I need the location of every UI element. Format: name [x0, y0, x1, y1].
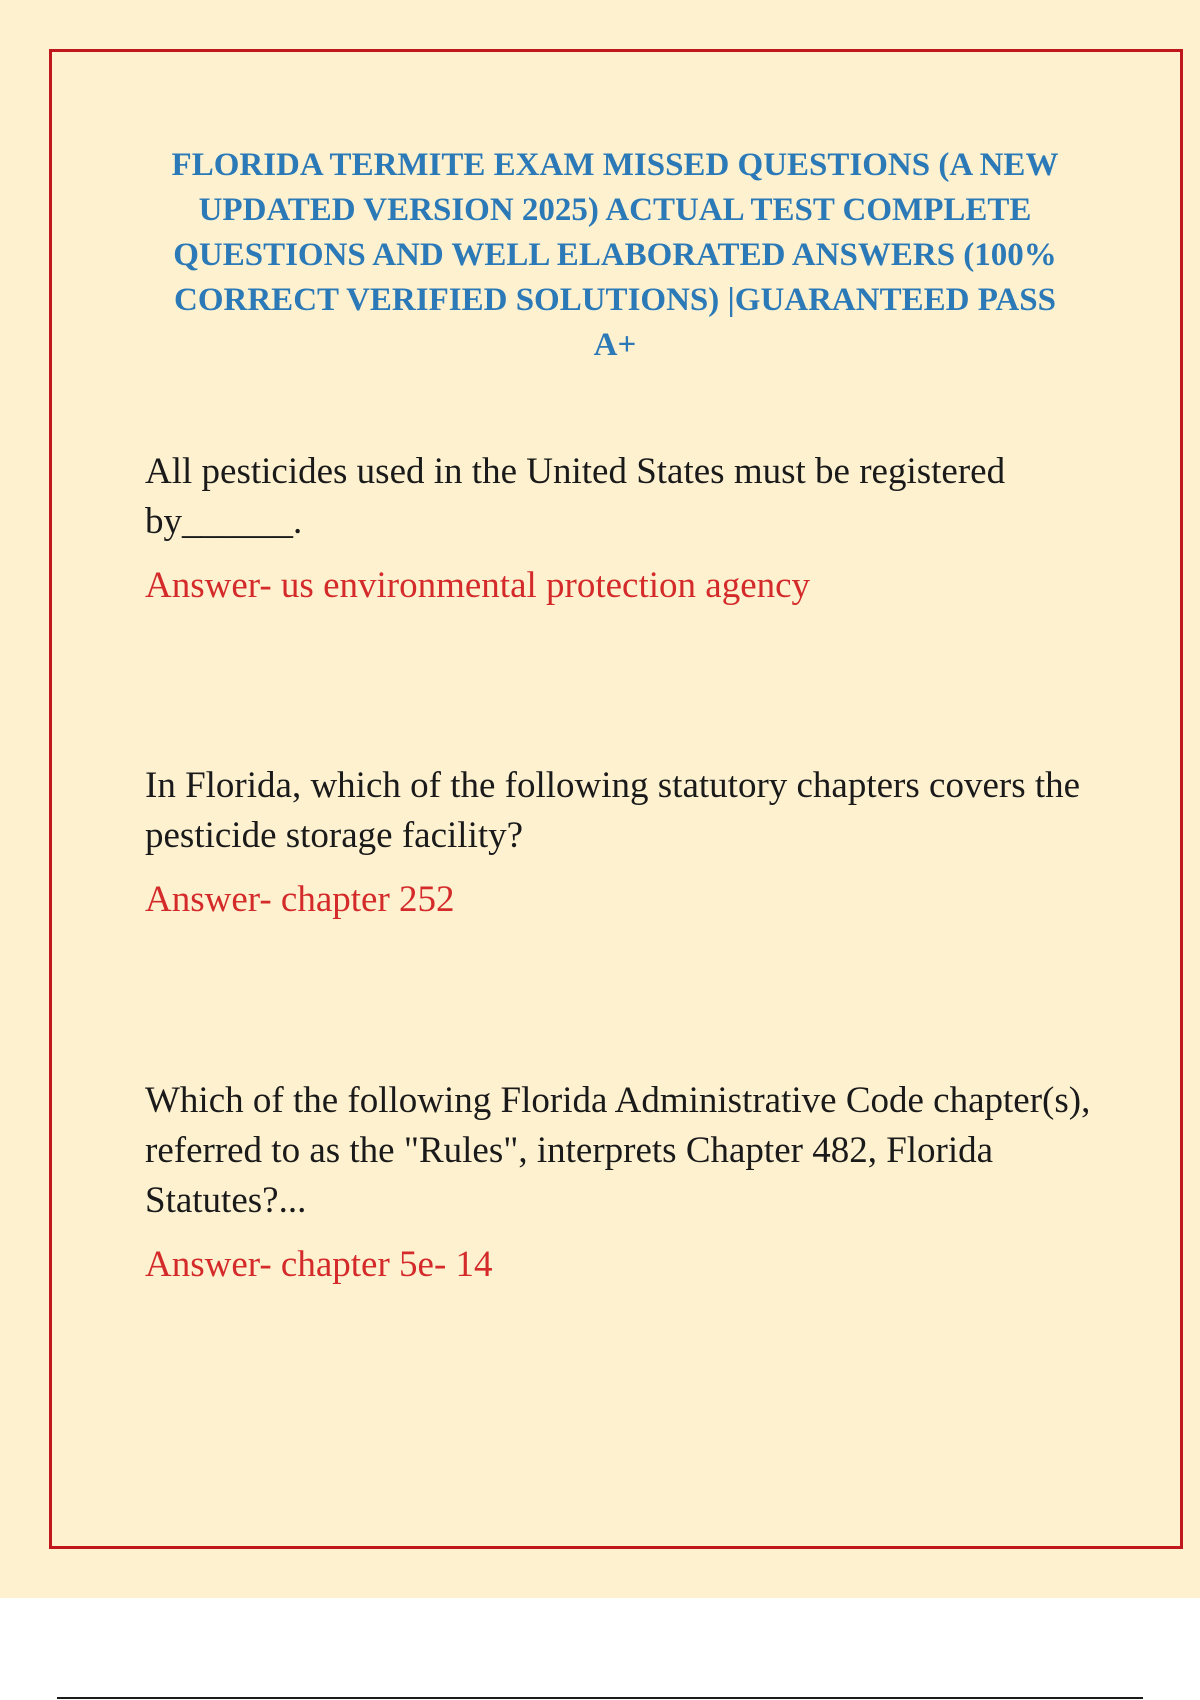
question-text: All pesticides used in the United States must be registered by______.	[145, 451, 1006, 542]
qa-item	[145, 1076, 1105, 1290]
question-text: In Florida, which of the following statutory chapters covers the pesticide storage facility?	[145, 765, 1081, 856]
answer-text: Answer- us environmental protection agency	[145, 565, 811, 606]
question-text: Which of the following Florida Administrative Code chapter(s), referred to as the "Rules", interprets Chapter 482, Florida Statutes?...	[145, 1080, 1091, 1221]
answer-text: Answer- chapter 252	[145, 879, 455, 920]
qa-item	[145, 761, 1105, 925]
footer-divider	[57, 1697, 1143, 1699]
qa-item	[145, 447, 1105, 611]
document-title: FLORIDA TERMITE EXAM MISSED QUESTIONS (A NEW UPDATED VERSION 2025) ACTUAL TEST COMPLETE QUESTIONS AND WELL ELABORATED ANSWERS (100% CORRECT VERIFIED SOLUTIONS) |GUARANTEED PASS A+	[171, 147, 1059, 363]
answer-text: Answer- chapter 5e- 14	[145, 1244, 493, 1285]
